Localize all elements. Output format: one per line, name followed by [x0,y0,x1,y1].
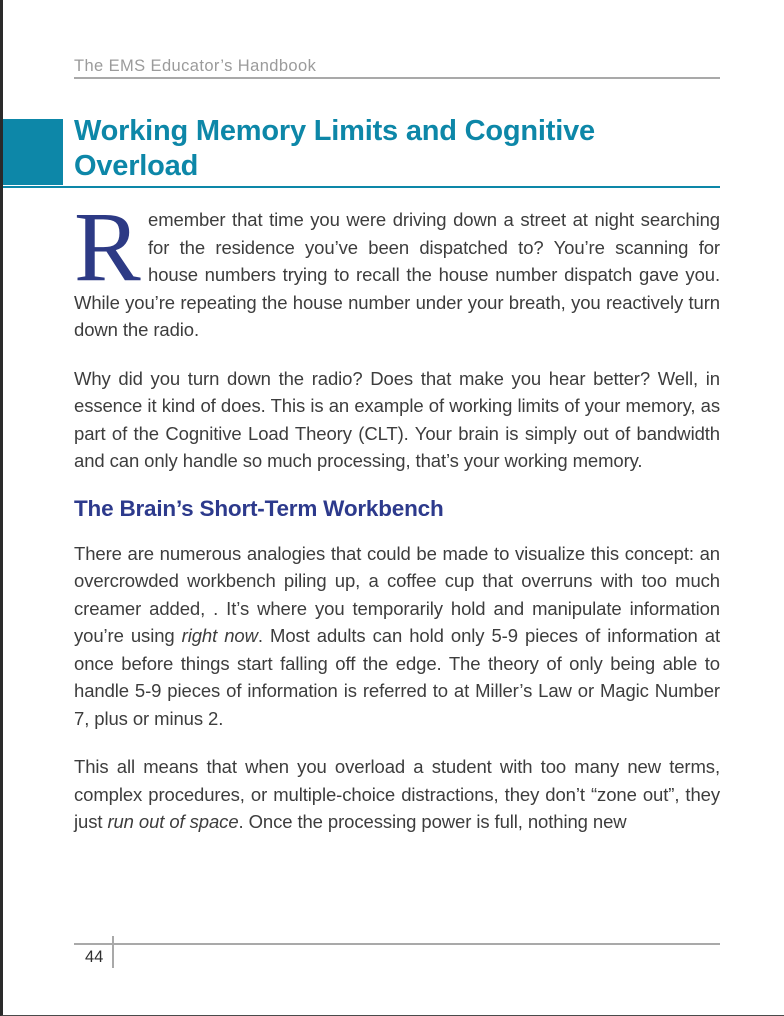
chapter-title: Working Memory Limits and Cognitive Overload [74,115,595,182]
text-run: Why did you turn down the radio? Does that make you hear better? Well, in essence it kind of does. This is an example of working limits of your memory, as part of the Cognitive Load Theory (CLT). Your brain is simply out of bandwidth and can only handle so much processing, that’s your working memory. [74,367,720,471]
chapter-accent-block [3,119,63,185]
body-paragraph [74,753,720,836]
text-run: . Most adults can hold only 5-9 pieces of information at once before things start falling off the edge. The theory of only being able to handle 5-9 pieces of information is referred to at Miller’s Law or Magic Number 7, plus or minus 2. [74,625,720,729]
title-rule [3,186,720,188]
page-number: 44 [85,948,104,966]
footer-tick [112,936,114,968]
drop-cap: R [74,191,141,302]
text-run: There are numerous analogies that could be made to visualize this concept: an overcrowded workbench piling up, a coffee cup that overruns with too much creamer added, . It’s where you temporarily hold and manipulate information you’re using [74,542,720,646]
italic-phrase: run out of space [107,811,239,832]
body-paragraph [74,540,720,733]
body-paragraph [74,191,720,344]
body-paragraph [74,365,720,475]
footer-rule [74,943,720,945]
header-rule [74,77,720,79]
running-header: The EMS Educator’s Handbook [74,57,317,75]
italic-phrase: right now [181,625,258,646]
text-run: emember that time you were driving down a street at night searching for the residence you’ve been dispatched to? You’re scanning for house numbers trying to recall the house number dispatch gave you. While you’re repeating the house number under your breath, you reactively turn down the radio. [74,209,720,340]
text-run: This all means that when you overload a student with too many new terms, complex procedures, or multiple-choice distractions, they don’t “zone out”, they just [74,756,720,832]
section-heading: The Brain’s Short-Term Workbench [74,495,444,521]
article-body [74,191,720,857]
text-run: . Once the processing power is full, nothing new [238,811,627,832]
